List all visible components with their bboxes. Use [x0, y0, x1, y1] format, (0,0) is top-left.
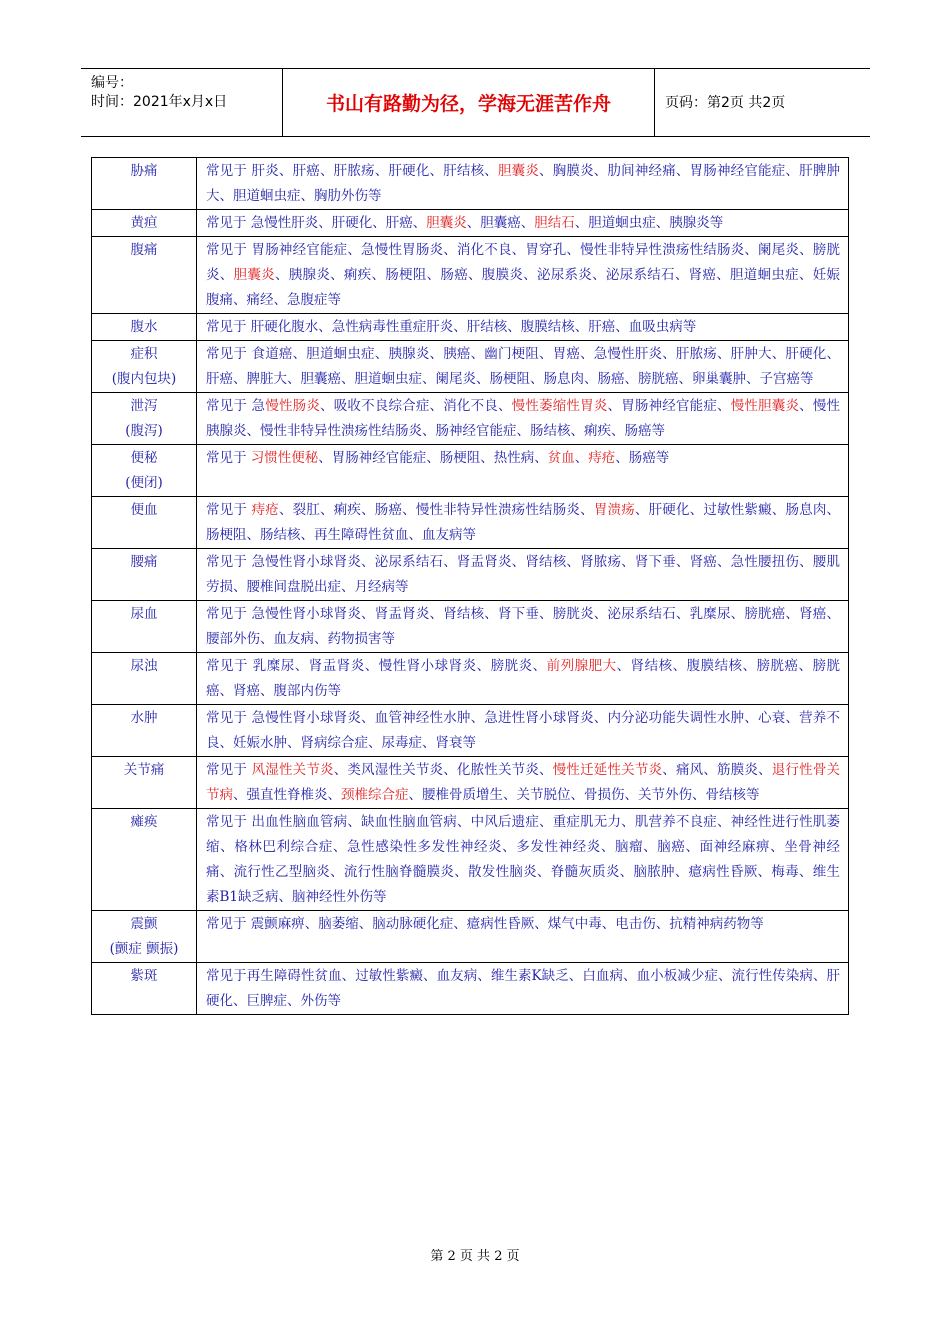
symptom-name-cell: [92, 705, 197, 757]
condition-text: 、胆囊癌、: [466, 215, 535, 231]
table-row: [92, 963, 849, 1015]
header-motto-cell: [283, 69, 655, 136]
condition-text: 、胃肠神经官能症、: [607, 398, 731, 414]
table-row: [92, 757, 849, 809]
highlighted-condition: 痔疮: [588, 450, 616, 466]
symptom-name: 震颤: [130, 916, 158, 932]
table-row: [92, 911, 849, 963]
condition-text: 、胰腺炎、痢疾、肠梗阻、肠癌、腹膜炎、泌尿系炎、泌尿系结石、肾癌、胆道蛔虫症、妊娠腹痛、痛经、急腹症等: [206, 267, 841, 308]
symptom-description-cell: [197, 757, 849, 809]
symptom-description-cell: [197, 314, 849, 341]
symptom-name: 便血: [130, 502, 158, 518]
condition-text: 、胸膜炎、肋间神经痛、胃肠神经官能症、肝脾肿大、胆道蛔虫症、胸肋外伤等: [206, 163, 841, 204]
symptom-name: 腰痛: [130, 554, 158, 570]
table-row: [92, 601, 849, 653]
symptom-alias: (腹泻): [125, 423, 163, 439]
symptom-description-cell: [197, 549, 849, 601]
highlighted-condition: 慢性肠炎: [265, 398, 321, 414]
table-row: [92, 497, 849, 549]
time-label: 时间：2021年x月x日: [91, 94, 228, 110]
symptom-description-cell: [197, 237, 849, 314]
symptom-name: 尿血: [130, 606, 158, 622]
symptom-name-cell: [92, 549, 197, 601]
symptom-name: 水肿: [130, 710, 158, 726]
symptom-description-cell: [197, 705, 849, 757]
table-row: [92, 341, 849, 393]
highlighted-condition: 贫血: [547, 450, 575, 466]
header-info-cell: [81, 69, 283, 136]
symptom-name: 瘫痪: [130, 814, 158, 830]
table-row: [92, 314, 849, 341]
symptom-name: 便秘: [130, 450, 158, 466]
condition-text: 常见于 急: [206, 398, 266, 414]
highlighted-condition: 前列腺肥大: [546, 658, 617, 674]
condition-text: 、胆道蛔虫症、胰腺炎等: [574, 215, 724, 231]
table-row: [92, 653, 849, 705]
table-row: [92, 393, 849, 445]
highlighted-condition: 慢性胆囊炎: [730, 398, 800, 414]
condition-text: 、肾结核、腹膜结核、膀胱癌、膀胱癌、肾癌、腹部内伤等: [206, 658, 841, 699]
condition-text: 、胃肠神经官能症、肠梗阻、热性病、: [318, 450, 548, 466]
highlighted-condition: 胆囊炎: [233, 267, 275, 283]
condition-text: 、腰椎骨质增生、关节脱位、骨损伤、关节外伤、骨结核等: [408, 787, 760, 803]
symptom-name-cell: [92, 210, 197, 237]
condition-text: 、类风湿性关节炎、化脓性关节炎、: [333, 762, 553, 778]
motto: 书山有路勤为径，学海无涯苦作舟: [325, 93, 611, 115]
symptom-description-cell: [197, 911, 849, 963]
highlighted-condition: 退行性骨关节病: [206, 762, 841, 803]
condition-text: 、强直性脊椎炎、: [233, 787, 341, 803]
symptom-table: [91, 157, 849, 1015]
highlighted-condition: 胆囊炎: [426, 215, 467, 231]
symptom-name-cell: [92, 445, 197, 497]
condition-text: 、裂肛、痢疾、肠癌、慢性非特异性溃疡性结肠炎、: [278, 502, 594, 518]
symptom-name: 尿浊: [130, 658, 158, 674]
condition-text: 常见于 食道癌、胆道蛔虫症、胰腺炎、胰癌、幽门梗阻、胃癌、急慢性肝炎、肝脓疡、肝肿大、肝硬化、肝癌、脾脏大、胆囊癌、胆道蛔虫症、阑尾炎、肠梗阻、肠息肉、肠癌、膀胱癌、卵巢囊肿、子宫癌等: [206, 346, 840, 387]
symptom-name-cell: [92, 497, 197, 549]
symptom-description-cell: [197, 341, 849, 393]
symptom-name: 症积: [130, 346, 158, 362]
symptom-name-cell: [92, 653, 197, 705]
highlighted-condition: 胆囊炎: [497, 163, 540, 179]
condition-text: 、痛风、筋膜炎、: [662, 762, 772, 778]
highlighted-condition: 痔疮: [251, 502, 279, 518]
symptom-name-cell: [92, 341, 197, 393]
symptom-name: 黄疸: [130, 215, 158, 231]
highlighted-condition: 慢性萎缩性胃炎: [511, 398, 608, 414]
highlighted-condition: 胃溃疡: [593, 502, 635, 518]
highlighted-condition: 习惯性便秘: [250, 450, 319, 466]
condition-text: 常见于 乳糜尿、肾盂肾炎、慢性肾小球肾炎、膀胱炎、: [206, 658, 547, 674]
symptom-description-cell: [197, 963, 849, 1015]
condition-text: 、肝硬化、过敏性紫癜、肠息肉、肠梗阻、肠结核、再生障碍性贫血、血友病等: [206, 502, 841, 543]
symptom-name: 腹痛: [130, 242, 158, 258]
symptom-alias: (便闭): [125, 475, 163, 491]
symptom-description-cell: [197, 809, 849, 911]
symptom-name-cell: [92, 911, 197, 963]
number-label: 编号：: [91, 75, 133, 91]
condition-text: 常见于 震颤麻痹、脑萎缩、脑动脉硬化症、癔病性昏厥、煤气中毒、电击伤、抗精神病药物等: [206, 916, 764, 932]
condition-text: 常见于 肝炎、肝癌、肝脓疡、肝硬化、肝结核、: [206, 163, 498, 179]
symptom-alias: (颤症 颤振): [109, 941, 179, 957]
symptom-description-cell: [197, 653, 849, 705]
condition-text: 、: [574, 450, 589, 466]
page-number-label: 页码：第2页 共2页: [665, 95, 786, 111]
condition-text: 、吸收不良综合症、消化不良、: [320, 398, 512, 414]
condition-text: 常见于: [206, 762, 252, 778]
condition-text: 常见于 出血性脑血管病、缺血性脑血管病、中风后遗症、重症肌无力、肌营养不良症、神经性进行性肌萎缩、格林巴利综合症、急性感染性多发性神经炎、多发性神经炎、脑瘤、脑癌、面神经麻痹、坐骨神经痛、流行性乙型脑炎、流行性脑脊髓膜炎、散发性脑炎、脊髓灰质炎、脑脓肿、癔病性昏厥、梅毒、维生素B1缺乏病、脑神经性外伤等: [206, 814, 840, 905]
symptom-name: 关节痛: [123, 762, 165, 778]
symptom-alias: (腹内包块): [111, 371, 177, 387]
highlighted-condition: 颈椎综合症: [341, 787, 409, 803]
symptom-name: 紫斑: [130, 968, 158, 984]
symptom-description-cell: [197, 210, 849, 237]
highlighted-condition: 风湿性关节炎: [251, 762, 334, 778]
symptom-name-cell: [92, 963, 197, 1015]
symptom-description-cell: [197, 497, 849, 549]
symptom-name-cell: [92, 237, 197, 314]
page-header: [81, 68, 870, 137]
symptom-name-cell: [92, 757, 197, 809]
table-row: [92, 237, 849, 314]
highlighted-condition: 胆结石: [534, 215, 575, 231]
symptom-name: 腹水: [130, 319, 158, 335]
symptom-name-cell: [92, 158, 197, 210]
condition-text: 常见于 胃肠神经官能症、急慢性胃肠炎、消化不良、胃穿孔、慢性非特异性溃疡性结肠炎、阑尾炎、膀胱炎、: [206, 242, 840, 283]
condition-text: 常见于 肝硬化腹水、急性病毒性重症肝炎、肝结核、腹膜结核、肝癌、血吸虫病等: [206, 319, 697, 335]
condition-text: 常见于 急慢性肾小球肾炎、泌尿系结石、肾盂肾炎、肾结核、肾脓疡、肾下垂、肾癌、急性腰扭伤、腰肌劳损、腰椎间盘脱出症、月经病等: [206, 554, 840, 595]
symptom-name: 泄泻: [130, 398, 158, 414]
condition-text: 、慢性胰腺炎、慢性非特异性溃疡性结肠炎、肠神经官能症、肠结核、痢疾、肠癌等: [206, 398, 841, 439]
symptom-name-cell: [92, 601, 197, 653]
condition-text: 、肠癌等: [615, 450, 670, 466]
symptom-description-cell: [197, 445, 849, 497]
symptom-name-cell: [92, 809, 197, 911]
table-row: [92, 705, 849, 757]
condition-text: 常见于: [206, 450, 251, 466]
table-row: [92, 809, 849, 911]
condition-text: 常见于再生障碍性贫血、过敏性紫癜、血友病、维生素K缺乏、白血病、血小板减少症、流行性传染病、肝硬化、巨脾症、外伤等: [206, 968, 840, 1009]
page-footer: 第 2 页 共 2 页: [430, 1249, 520, 1264]
condition-text: 常见于: [206, 502, 252, 518]
symptom-description-cell: [197, 158, 849, 210]
condition-text: 常见于 急慢性肾小球肾炎、肾盂肾炎、肾结核、肾下垂、膀胱炎、泌尿系结石、乳糜尿、膀胱癌、肾癌、腰部外伤、血友病、药物损害等: [206, 606, 840, 647]
table-row: [92, 445, 849, 497]
symptom-table-body: [92, 158, 849, 1015]
table-row: [92, 158, 849, 210]
symptom-name: 胁痛: [130, 163, 158, 179]
symptom-description-cell: [197, 393, 849, 445]
header-page-cell: [655, 69, 870, 136]
symptom-name-cell: [92, 393, 197, 445]
highlighted-condition: 慢性迁延性关节炎: [552, 762, 663, 778]
table-row: [92, 210, 849, 237]
symptom-description-cell: [197, 601, 849, 653]
table-row: [92, 549, 849, 601]
symptom-name-cell: [92, 314, 197, 341]
condition-text: 常见于 急慢性肝炎、肝硬化、肝癌、: [206, 215, 427, 231]
condition-text: 常见于 急慢性肾小球肾炎、血管神经性水肿、急进性肾小球肾炎、内分泌功能失调性水肿、心衰、营养不良、妊娠水肿、肾病综合症、尿毒症、肾衰等: [206, 710, 840, 751]
